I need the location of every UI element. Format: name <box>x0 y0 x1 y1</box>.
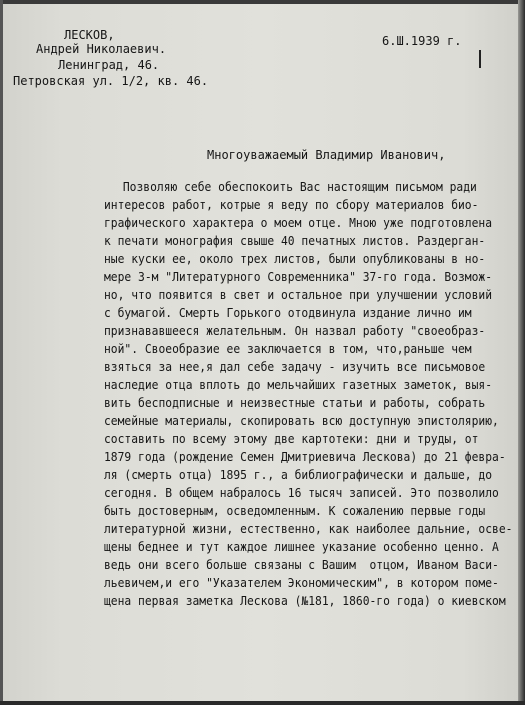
body-line: сегодня. В общем набралось 16 тысяч записей. Это позволило <box>104 486 499 500</box>
sender-city: Ленинград, 46. <box>58 58 160 72</box>
scan-edge-right <box>518 0 525 705</box>
body-line: ной". Своеобразие ее заключается в том, что,раньше чем <box>104 342 472 356</box>
body-line: вить бесподписные и неизвестные статьи и работы, собрать <box>104 396 486 410</box>
body-line: Позволяю себе обеспокоить Вас настоящим письмом ради <box>122 180 477 194</box>
body-line: взяться за нее,я дал себе задачу - изучить все письмовое <box>104 360 486 374</box>
letter-date: 6.Ш.1939 г. <box>382 34 462 48</box>
body-line: к печати монография свыше 40 печатных листов. Раздерган- <box>104 234 486 248</box>
body-line: щена первая заметка Лескова (№181, 1860-го года) о киевском <box>104 594 506 608</box>
margin-mark <box>479 50 481 68</box>
scan-edge-left <box>0 0 3 705</box>
body-line: мере 3-м "Литературного Современника" 37-го года. Возмож- <box>104 270 493 284</box>
body-line: признававшееся желательным. Он назвал работу "своеобраз- <box>104 324 486 338</box>
body-line: наследие отца вплоть до мельчайших газетных заметок, выя- <box>104 378 493 392</box>
salutation: Многоуважаемый Владимир Иванович, <box>207 148 446 162</box>
body-line: быть достоверным, осведомленным. К сожалению первые годы <box>104 504 486 518</box>
body-line: графического характера о моем отце. Мною уже подготовлена <box>104 216 493 230</box>
sender-address: Петровская ул. 1/2, кв. 46. <box>13 74 209 88</box>
scan-edge-bottom <box>0 701 525 705</box>
body-line: но, что появится в свет и остальное при улучшении условий <box>104 288 493 302</box>
body-line: ля (смерть отца) 1895 г., а библиографически и дальше, до <box>104 468 493 482</box>
body-line: ные куски ее, около трех листов, были опубликованы в но- <box>104 252 486 266</box>
sender-surname: ЛЕСКОВ, <box>64 28 115 42</box>
body-line: составить по всему этому две картотеки: дни и труды, от <box>104 432 479 446</box>
body-line: литературной жизни, естественно, как наиболее дальние, осве- <box>104 522 513 536</box>
sender-name: Андрей Николаевич. <box>36 42 167 56</box>
scan-edge-top <box>0 0 525 4</box>
body-line: щены беднее и тут каждое лишнее указание особенно ценно. А <box>104 540 499 554</box>
body-line: 1879 года (рождение Семен Дмитриевича Лескова) до 21 февра- <box>104 450 506 464</box>
body-line: льевичем,и его "Указателем Экономическим", в котором поме- <box>104 576 499 590</box>
body-line: с бумагой. Смерть Горького отодвинула издание лично им <box>104 306 472 320</box>
body-line: интересов работ, котрые я веду по сбору материалов био- <box>104 198 479 212</box>
body-line: семейные материалы, скопировать всю доступную эпистолярию, <box>104 414 499 428</box>
body-line: ведь они всего больше связаны с Вашим отцом, Иваном Васи- <box>104 558 499 572</box>
